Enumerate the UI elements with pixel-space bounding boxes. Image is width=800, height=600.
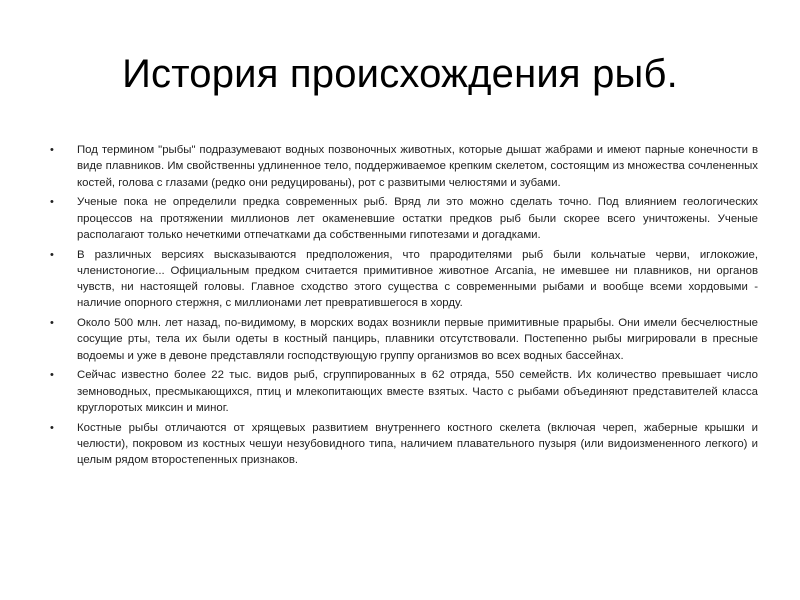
bullet-item: [48, 142, 758, 191]
bullet-text: Сейчас известно более 22 тыс. видов рыб, сгруппированных в 62 отряда, 550 семейств. Их количество превышает число земноводных, пресмыкающихся, птиц и млекопитающих вместе взятых. Часто с рыбами объединяют представителей класса круглоротых миксин и миног.: [77, 369, 758, 415]
bullet-text: Под термином "рыбы" подразумевают водных позвоночных животных, которые дышат жабрами и имеют парные конечности в виде плавников. Им свойственны удлиненное тело, поддерживаемое крепким скелетом, состоящим из множества сочлененных костей, голова с глазами (редко они редуцированы), рот с развитыми челюстями и зубами.: [77, 144, 758, 189]
bullet-icon: •: [50, 248, 54, 261]
bullet-icon: •: [50, 317, 54, 330]
bullet-item: [48, 247, 758, 312]
bullet-list: [48, 142, 758, 472]
bullet-icon: •: [50, 421, 54, 434]
slide-title: История происхождения рыб.: [122, 52, 678, 96]
bullet-item: [48, 367, 758, 416]
bullet-icon: •: [50, 369, 54, 382]
bullet-item: [48, 194, 758, 243]
bullet-text: В различных версиях высказываются предположения, что прародителями рыб были кольчатые черви, иглокожие, членистоногие... Официальным предком считается примитивное животное Arcania, не имевшее ни плавников, ни органов чувств, ни настоящей головы. Главное сходство этого существа с современными рыбами и вообще всеми хордовыми - наличие опорного стержня, с миллионами лет превратившегося в хорду.: [77, 248, 758, 310]
bullet-text: Около 500 млн. лет назад, по-видимому, в морских водах возникли первые примитивные прарыбы. Они имели бесчелюстные сосущие рты, тела их были одеты в костный панцирь, плавники отсутствовали. Постепенно рыбы мигрировали в пресные водоемы и уже в девоне представляли господствующую группу организмов во всех водных бассейнах.: [77, 317, 758, 362]
bullet-item: [48, 315, 758, 364]
bullet-text: Ученые пока не определили предка современных рыб. Вряд ли это можно сделать точно. Под влиянием геологических процессов на протяжении миллионов лет окаменевшие остатки предков рыб были скорее всего уничтожены. Ученые располагают только нечеткими отпечатками да собственными гипотезами и догадками.: [77, 196, 758, 241]
bullet-item: [48, 420, 758, 469]
bullet-icon: •: [50, 144, 54, 156]
bullet-icon: •: [50, 196, 54, 209]
bullet-text: Костные рыбы отличаются от хрящевых развитием внутреннего костного скелета (включая череп, жаберные крышки и челюсти), покровом из костных чешуи незубовидного типа, наличием плавательного пузыря (или видоизмененного легкого) и целым рядом второстепенных признаков.: [77, 421, 758, 467]
